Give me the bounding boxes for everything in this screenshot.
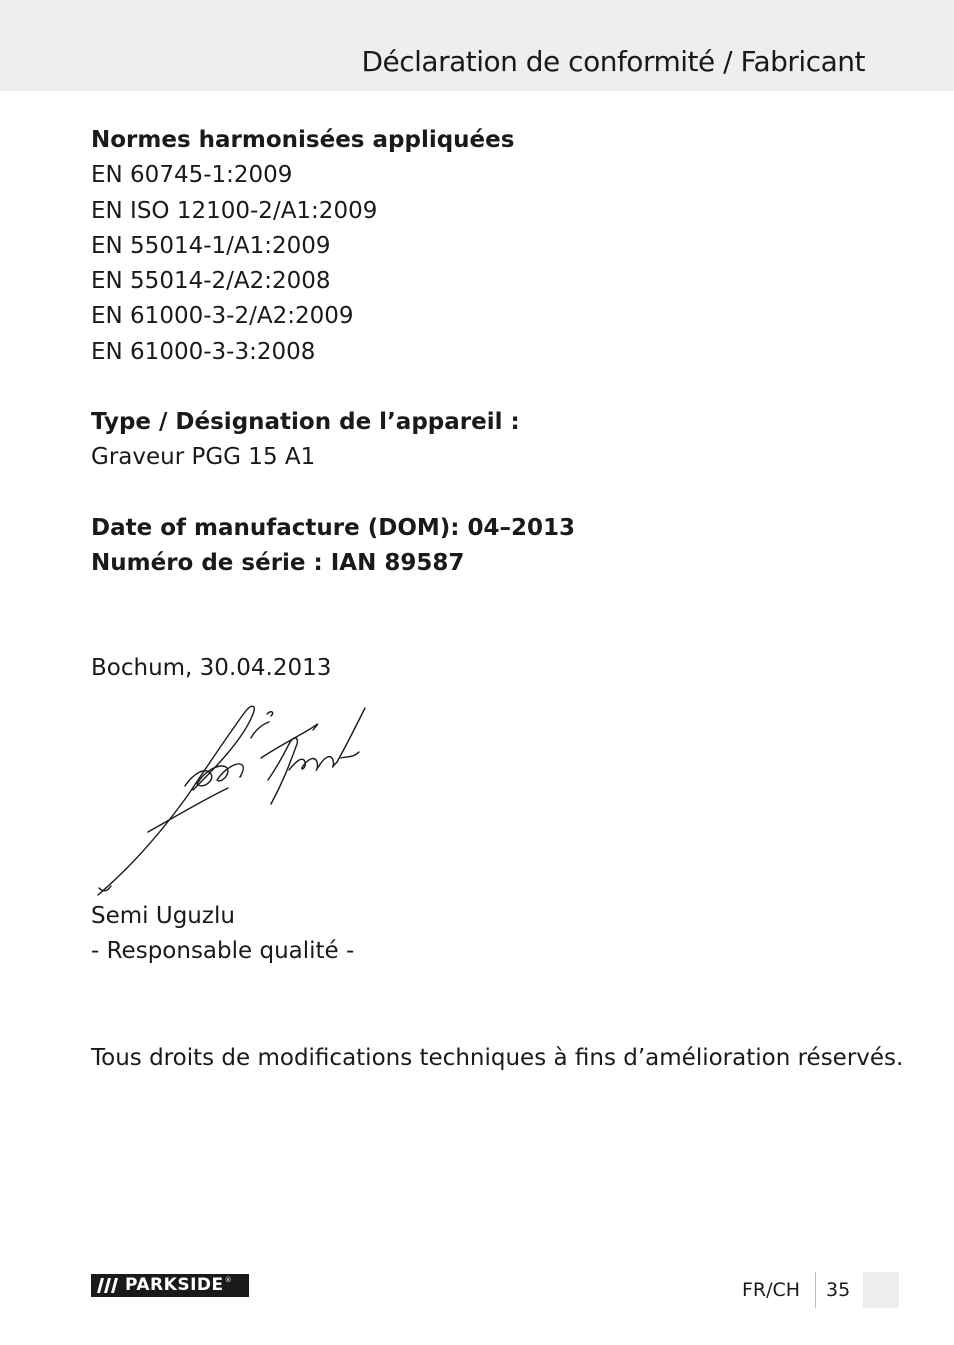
- signer-name: Semi Uguzlu: [91, 903, 235, 929]
- standard-item: EN ISO 12100-2/A1:2009: [91, 197, 378, 224]
- standard-item: EN 61000-3-2/A2:2009: [91, 303, 354, 330]
- signer-block: [91, 899, 354, 970]
- page-number: 35: [826, 1279, 851, 1301]
- device-heading: Type / Désignation de l’appareil :: [91, 409, 520, 436]
- brand-name: PARKSIDE: [125, 1275, 224, 1295]
- standard-item: EN 60745-1:2009: [91, 162, 293, 189]
- page-title: Déclaration de conformité / Fabricant: [361, 45, 865, 78]
- standard-item: EN 61000-3-3:2008: [91, 338, 316, 365]
- device-designation: Graveur PGG 15 A1: [91, 444, 316, 471]
- standards-heading: Normes harmonisées appliquées: [91, 127, 515, 153]
- standard-item: EN 55014-1/A1:2009: [91, 232, 331, 259]
- signature-image: [93, 700, 373, 900]
- standard-item: EN 55014-2/A2:2008: [91, 268, 331, 295]
- logo-stripes-icon: [91, 1274, 123, 1297]
- signer-role: - Responsable qualité -: [91, 938, 355, 965]
- language-code: FR/CH: [742, 1279, 801, 1301]
- declaration-content: [91, 123, 881, 687]
- place-date: Bochum, 30.04.2013: [91, 655, 332, 682]
- footer-marker-box: [863, 1272, 899, 1308]
- rights-notice: Tous droits de modifications techniques à fins d’amélioration réservés.: [91, 1045, 904, 1071]
- manufacture-date: Date of manufacture (DOM): 04–2013: [91, 514, 576, 541]
- serial-number: Numéro de série : IAN 89587: [91, 549, 465, 576]
- registered-mark: ®: [224, 1276, 232, 1284]
- footer-divider: [815, 1272, 816, 1308]
- brand-logo: [91, 1274, 249, 1297]
